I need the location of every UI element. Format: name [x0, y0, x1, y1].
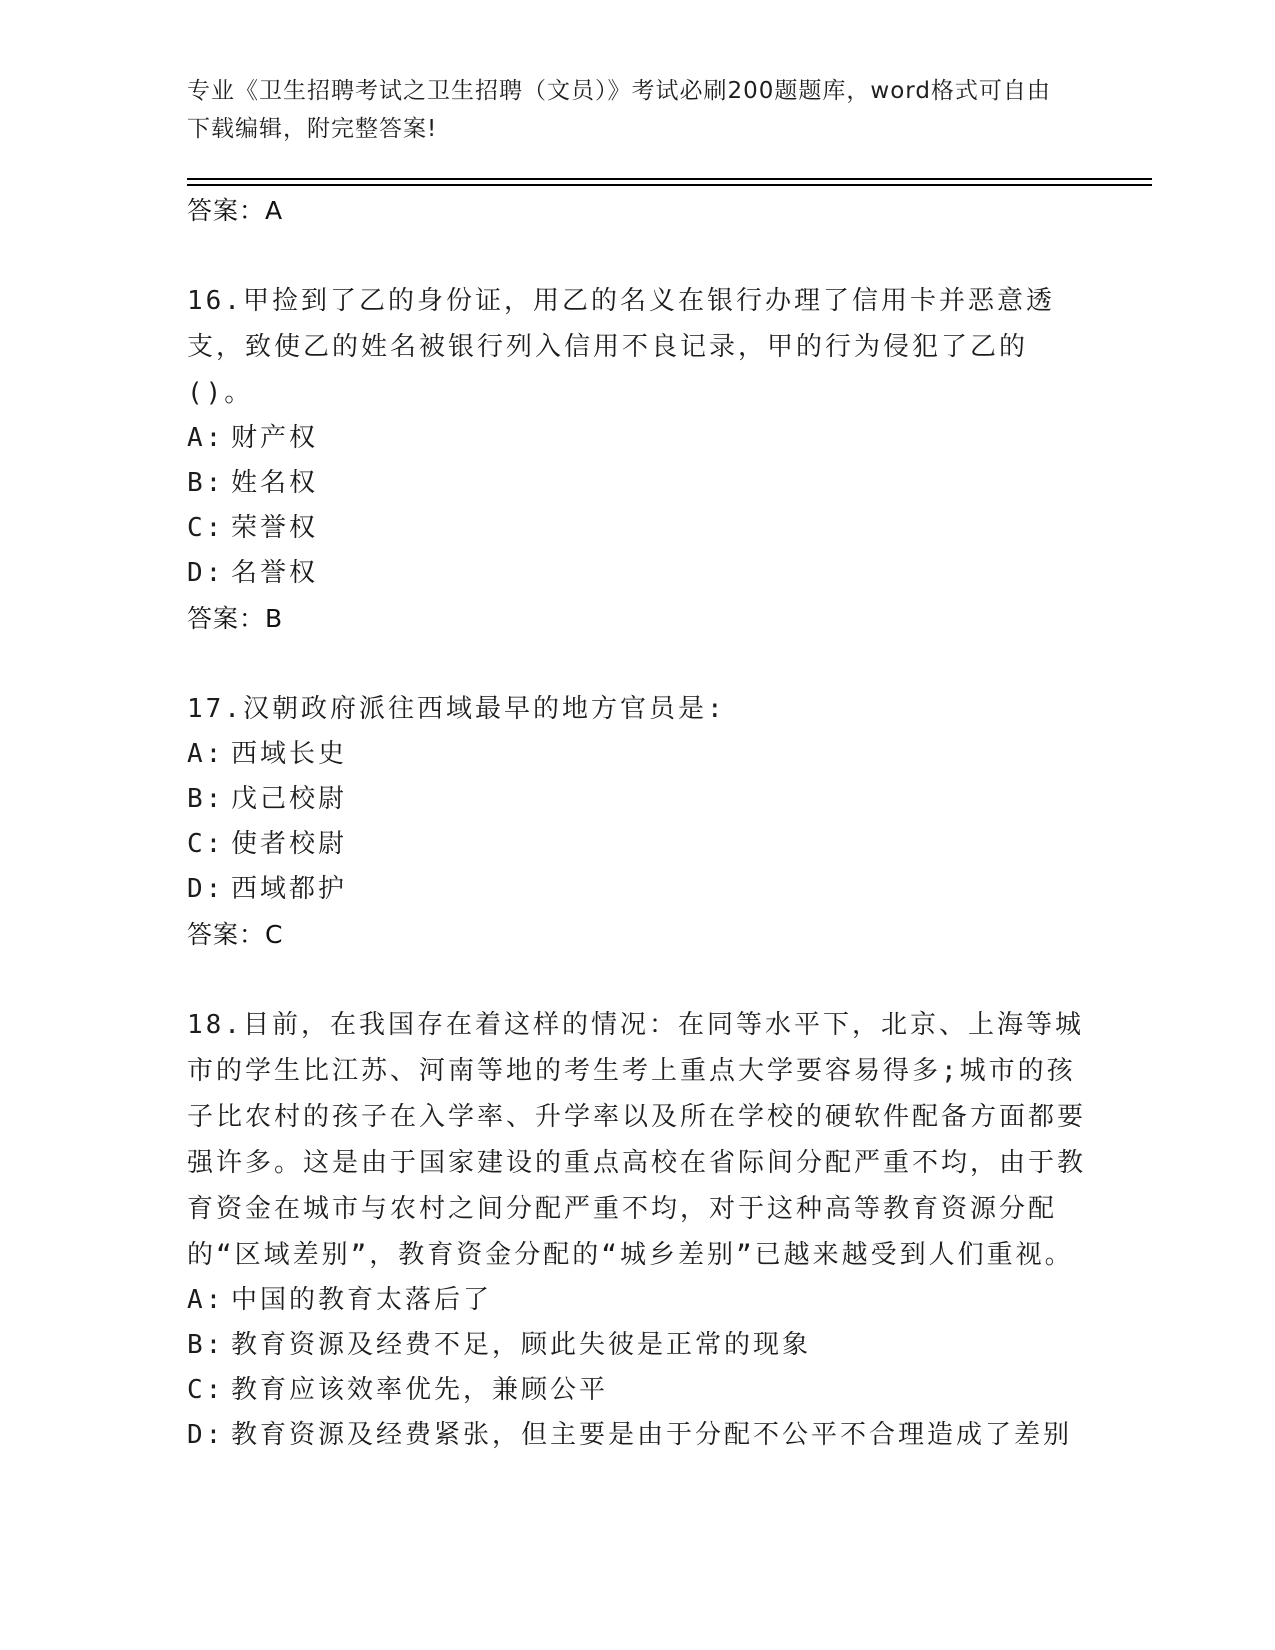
question-text: 17.汉朝政府派往西域最早的地方官员是: — [187, 694, 726, 724]
option-d — [187, 551, 1087, 596]
option-b — [187, 1323, 1087, 1368]
option-letter: A: — [187, 1285, 225, 1315]
answer-line: 答案：A — [187, 196, 284, 225]
question-16 — [187, 278, 1087, 642]
question-text: 18.目前，在我国存在着这样的情况：在同等水平下，北京、上海等城市的学生比江苏、河南等地的考生考上重点大学要容易得多;城市的孩子比农村的孩子在入学率、升学率以及所在学校的硬软件配备方面都要强许多。这是由于国家建设的重点高校在省际间分配严重不均，由于教育资金在城市与农村之间分配严重不均，对于这种高等教育资源分配的“区域差别”，教育资金分配的“城乡差别”已越来越受到人们重视。 — [187, 1010, 1087, 1270]
option-letter: B: — [187, 1330, 225, 1360]
option-letter: D: — [187, 1420, 225, 1450]
option-d — [187, 867, 1087, 912]
option-text: 西域都护 — [231, 874, 348, 904]
option-b — [187, 777, 1087, 822]
option-text: 教育应该效率优先，兼顾公平 — [231, 1375, 609, 1405]
option-a — [187, 1278, 1087, 1323]
option-text: 教育资源及经费不足，顾此失彼是正常的现象 — [231, 1330, 812, 1360]
option-c — [187, 1368, 1087, 1413]
option-c — [187, 822, 1087, 867]
option-letter: C: — [187, 1375, 225, 1405]
option-letter: A: — [187, 739, 225, 769]
option-c — [187, 506, 1087, 551]
option-text: 姓名权 — [231, 468, 319, 498]
option-a — [187, 732, 1087, 777]
answer-line: 答案：B — [187, 604, 284, 633]
option-letter: D: — [187, 558, 225, 588]
option-letter: A: — [187, 423, 225, 453]
option-text: 财产权 — [231, 423, 319, 453]
option-letter: B: — [187, 468, 225, 498]
header-divider-bottom — [187, 184, 1152, 186]
option-a — [187, 416, 1087, 461]
option-b — [187, 461, 1087, 506]
option-text: 名誉权 — [231, 558, 319, 588]
document-header: 专业《卫生招聘考试之卫生招聘（文员）》考试必刷200题题库，word格式可自由下载编辑，附完整答案! — [187, 78, 1051, 142]
option-text: 荣誉权 — [231, 513, 319, 543]
question-list — [187, 188, 1087, 1458]
question-18 — [187, 1002, 1087, 1458]
option-letter: D: — [187, 874, 225, 904]
option-letter: C: — [187, 513, 225, 543]
option-letter: B: — [187, 784, 225, 814]
header-divider-top — [187, 178, 1152, 180]
option-text: 教育资源及经费紧张，但主要是由于分配不公平不合理造成了差别 — [231, 1420, 1073, 1450]
option-letter: C: — [187, 829, 225, 859]
answer-line: 答案：C — [187, 920, 284, 949]
question-17 — [187, 686, 1087, 958]
option-text: 西域长史 — [231, 739, 348, 769]
question-text: 16.甲捡到了乙的身份证，用乙的名义在银行办理了信用卡并恶意透支，致使乙的姓名被银行列入信用不良记录，甲的行为侵犯了乙的()。 — [187, 286, 1055, 408]
option-text: 戊己校尉 — [231, 784, 348, 814]
option-text: 中国的教育太落后了 — [231, 1285, 493, 1315]
option-text: 使者校尉 — [231, 829, 348, 859]
option-d — [187, 1413, 1087, 1458]
